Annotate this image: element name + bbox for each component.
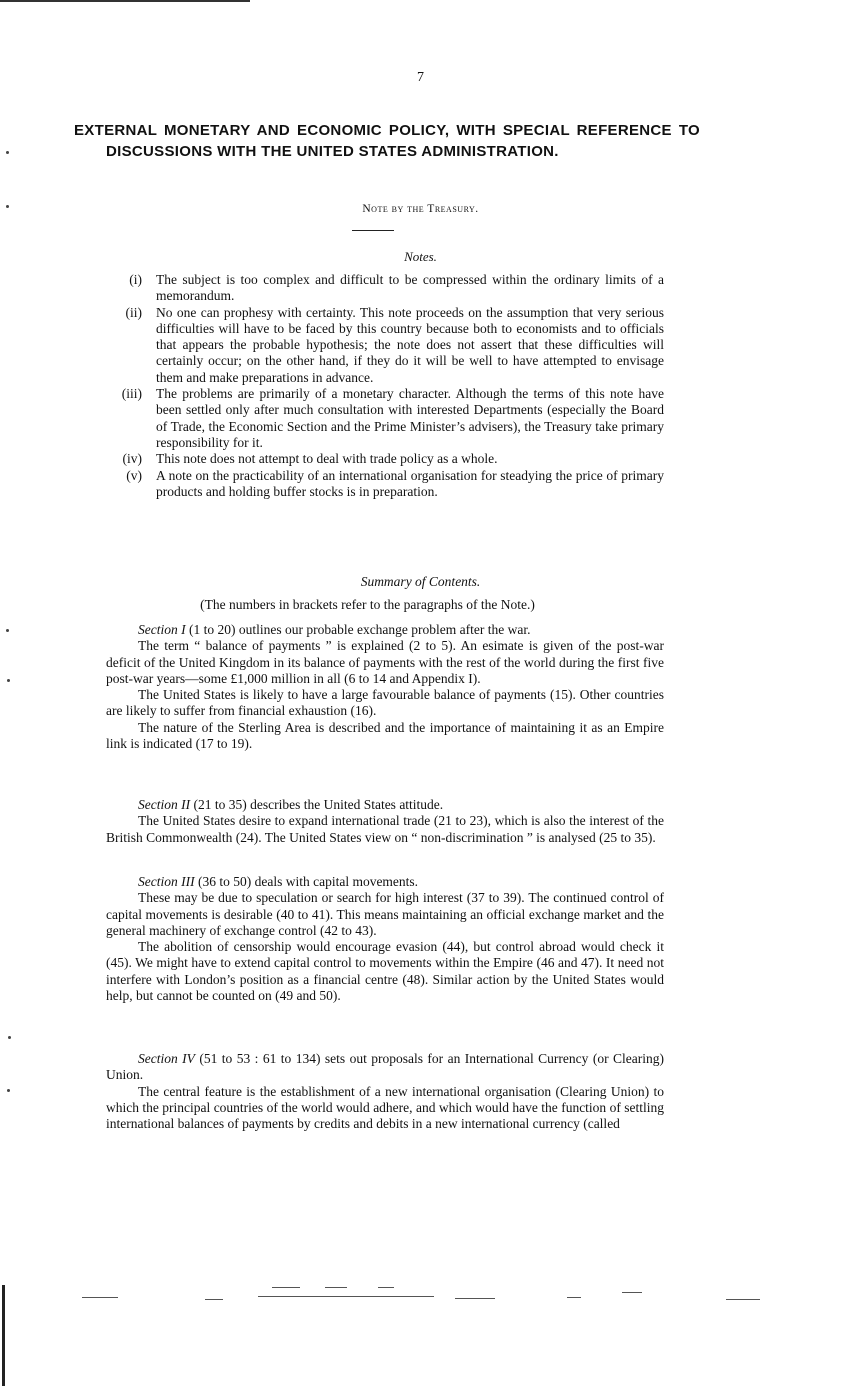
note-text: The subject is too complex and difficult to be compressed within the ordinary limits of a memorandum.: [156, 272, 664, 304]
note-text: A note on the practicability of an international organisation for steadying the price of primary products and holding buffer stocks is in preparation.: [156, 467, 664, 499]
note-number: (i): [129, 272, 142, 287]
scan-artifact: [258, 1296, 434, 1297]
section-paragraph: The United States is likely to have a large favourable balance of payments (15). Other countries are likely to suffer from financial exhaustion (16).: [106, 687, 664, 719]
section-paragraph: The nature of the Sterling Area is described and the importance of maintaining it as an Empire link is indicated (17 to 19).: [106, 719, 664, 752]
note-item: [108, 305, 664, 386]
divider-rule: [352, 230, 394, 231]
note-item: [108, 451, 664, 467]
summary-section-1: [74, 622, 664, 752]
note-number: (iv): [122, 451, 142, 467]
section-head-text: (1 to 20) outlines our probable exchange problem after the war.: [188, 622, 531, 637]
scan-artifact: [205, 1299, 223, 1300]
margin-speck: [6, 151, 9, 154]
summary-section-3: [74, 874, 664, 1004]
section-name: Section III: [138, 874, 195, 889]
section-heading: [74, 622, 664, 638]
scan-artifact: [325, 1287, 347, 1288]
section-paragraph: These may be due to speculation or search for high interest (37 to 39). The continued control of capital movements is desirable (40 to 41). This means maintaining an official exchange market and the general machinery of exchange control (42 to 43).: [106, 890, 664, 938]
section-head-text: (36 to 50) deals with capital movements.: [197, 874, 419, 889]
notes-list: [108, 272, 664, 500]
note-item: [108, 386, 664, 451]
section-paragraph: The central feature is the establishment of a new international organisation (Clearing Union) to which the principal countries of the world would adhere, and which would have the function of settling international balances of payments by credits and debits in a new international currency (called: [106, 1083, 664, 1132]
note-item: [108, 468, 664, 501]
document-subtitle: Note by the Treasury.: [362, 203, 479, 215]
summary-note: (The numbers in brackets refer to the paragraphs of the Note.): [200, 597, 535, 612]
top-edge-rule: [0, 0, 250, 2]
section-paragraph: The term “ balance of payments ” is explained (2 to 5). An esimate is given of the post-war deficit of the United Kingdom in its balance of payments with the rest of the world during the first five post-war years—some £1,000 million in all (6 to 14 and Appendix I).: [106, 638, 664, 686]
section-name: Section IV: [138, 1051, 195, 1066]
margin-speck: [7, 679, 10, 682]
note-number: (v): [126, 467, 142, 483]
note-number: (ii): [125, 304, 142, 320]
scan-artifact: [455, 1298, 495, 1299]
section-paragraph: The United States desire to expand international trade (21 to 23), which is also the interest of the British Commonwealth (24). The United States view on “ non-discrimination ” is analysed (25 to 35).: [106, 813, 664, 845]
note-text: No one can prophesy with certainty. This note proceeds on the assumption that very serious difficulties will have to be faced by this country because both to economists and to officials that appears the probable hypothesis; the note does not assert that these difficulties will certainly occur; on the other hand, if they do it will be well to have attempted to envisage them and make preparations in advance.: [156, 304, 664, 385]
section-name: Section I: [138, 622, 186, 637]
note-text: This note does not attempt to deal with trade policy as a whole.: [156, 451, 498, 467]
section-heading: [74, 1051, 664, 1084]
summary-section-2: [74, 797, 664, 846]
summary-section-4: [74, 1051, 664, 1132]
left-edge-mark: [2, 1285, 5, 1386]
margin-speck: [6, 629, 9, 632]
section-head-text: (51 to 53 : 61 to 134) sets out proposals for an International Currency (or Clearing) Union.: [106, 1051, 664, 1083]
summary-heading: Summary of Contents.: [360, 574, 481, 589]
section-heading: [74, 874, 664, 890]
document-title: EXTERNAL MONETARY AND ECONOMIC POLICY, WITH SPECIAL REFERENCE TO DISCUSSIONS WITH THE UNITED STATES ADMINISTRATION.: [74, 122, 700, 160]
margin-speck: [7, 1089, 10, 1092]
scan-artifact: [567, 1297, 581, 1298]
note-text: The problems are primarily of a monetary character. Although the terms of this note have been settled only after much consultation with interested Departments (especially the Board of Trade, the Economic Section and the Prime Minister’s advisers), the Treasury take primary responsibility for it.: [156, 386, 664, 450]
section-heading: [74, 797, 664, 813]
section-head-text: (21 to 35) describes the United States attitude.: [193, 797, 444, 812]
page-number: 7: [417, 70, 424, 85]
scan-artifact: [82, 1297, 118, 1298]
section-name: Section II: [138, 797, 191, 812]
notes-heading: Notes.: [404, 249, 437, 264]
note-item: [108, 272, 664, 305]
margin-speck: [8, 1036, 11, 1039]
note-number: (iii): [121, 386, 142, 402]
scan-artifact: [378, 1287, 394, 1288]
scan-artifact: [272, 1287, 300, 1288]
section-paragraph: The abolition of censorship would encourage evasion (44), but control abroad would check it (45). We might have to extend capital control to movements within the Empire (46 and 47). It need not interfere with London’s position as a financial centre (48). Similar action by the United States would help, but cannot be counted on (49 and 50).: [106, 939, 664, 1004]
scan-artifact: [622, 1292, 642, 1293]
scan-artifact: [726, 1299, 760, 1300]
